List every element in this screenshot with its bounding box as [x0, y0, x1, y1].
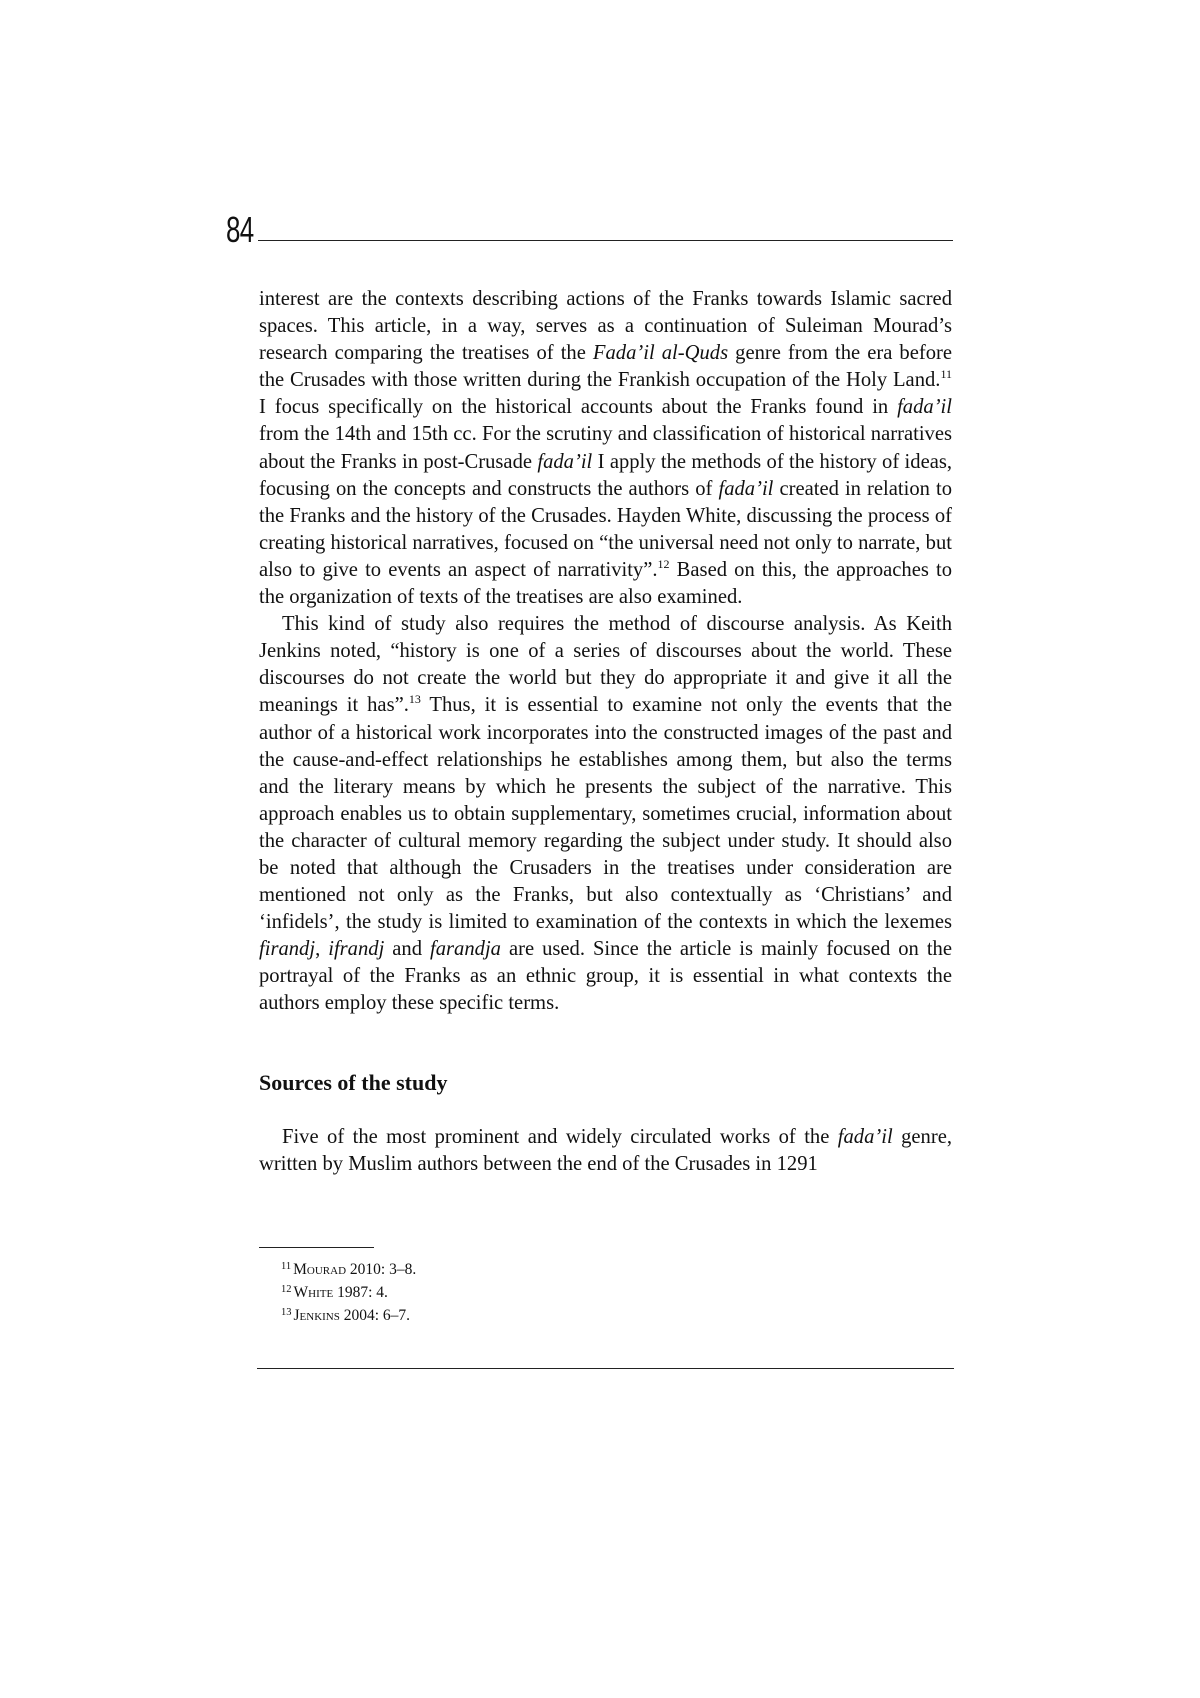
footnote-ref: 2004: 6–7. — [339, 1307, 411, 1324]
footnote-author: Jenkins — [293, 1307, 340, 1324]
footnote-author: White — [293, 1284, 334, 1301]
section-heading: Sources of the study — [259, 1069, 448, 1095]
italic-term: Fada’il al-Quds — [592, 342, 729, 365]
footer-rule — [257, 1368, 954, 1369]
footnote-author: Mourad — [293, 1261, 347, 1278]
paragraph: Five of the most prominent and widely circulated works of the fada’il genre, written by Muslim authors between the end of the Crusades in 1291 — [259, 1125, 952, 1175]
footnote — [281, 1280, 416, 1303]
footnote-number: 13 — [281, 1307, 292, 1318]
footnote — [281, 1257, 416, 1280]
italic-term: fada’il — [897, 396, 952, 419]
footnote-number: 12 — [281, 1284, 292, 1295]
footnote-number: 11 — [281, 1261, 292, 1272]
footnotes — [281, 1257, 416, 1326]
italic-term: fada’il — [537, 450, 593, 473]
page-number: 84 — [226, 209, 254, 250]
footnote-ref: 1987: 4. — [333, 1284, 388, 1301]
body-text — [259, 286, 952, 1178]
italic-term: fada’il — [718, 477, 774, 500]
footnote-reference[interactable]: 11 — [940, 367, 952, 382]
italic-term: firandj — [259, 938, 316, 961]
paragraph: interest are the contexts describing actions of the Franks towards Islamic sacred spaces. This article, in a way, serves as a continuation of Suleiman Mourad’s research comparing the treatises of the Fada’il al-Quds genre from the era before the Crusades with those written during the Frankish occupation of the Holy Land.$^{11}$ I focus specifically on the historical accounts about the Franks found in fada’il from the 14th and 15th cc. For the scrutiny and classification of historical narratives about the Franks in post-Crusade fada’il I apply the methods of the history of ideas, focusing on the concepts and constructs the authors of fada’il created in relation to the Franks and the history of the Crusades. Hayden White, discussing the process of creating historical narratives, focused on “the universal need not only to narrate, but also to give to events an aspect of narrativity”.$^{12}$ Based on this, the approaches to the organization of texts of the treatises are also examined. — [259, 288, 953, 609]
footnote-reference[interactable]: 12 — [657, 556, 670, 571]
footnote-rule — [259, 1247, 374, 1248]
italic-term: farandja — [430, 938, 501, 961]
italic-term: fada’il — [837, 1125, 893, 1148]
footnote-ref: 2010: 3–8. — [346, 1261, 417, 1278]
footnote-reference[interactable]: 13 — [408, 692, 421, 707]
paragraph: This kind of study also requires the method of discourse analysis. As Keith Jenkins noted, “history is one of a series of discourses about the world. These discourses do not create the world but they do appropriate it and give it all the meanings it has”.$^{13}$ Thus, it is essential to examine not only the events that the author of a historical work incorporates into the constructed images of the past and the cause-and-effect relationships he establishes among them, but also the terms and the literary means by which he presents the subject of the narrative. This approach enables us to obtain supplementary, sometimes crucial, information about the character of cultural memory regarding the subject under study. It should also be noted that although the Crusaders in the treatises under consideration are mentioned not only as the Franks, but also contextually as ‘Christians’ and ‘infidels’, the study is limited to examination of the contexts in which the lexemes firandj, ifrandj and farandja are used. Since the article is mainly focused on the portrayal of the Franks as an ethnic group, it is essential in what contexts the authors employ these specific terms. — [259, 613, 952, 1015]
italic-term: ifrandj — [328, 938, 385, 961]
footnote — [281, 1303, 416, 1326]
header-rule — [258, 240, 953, 241]
